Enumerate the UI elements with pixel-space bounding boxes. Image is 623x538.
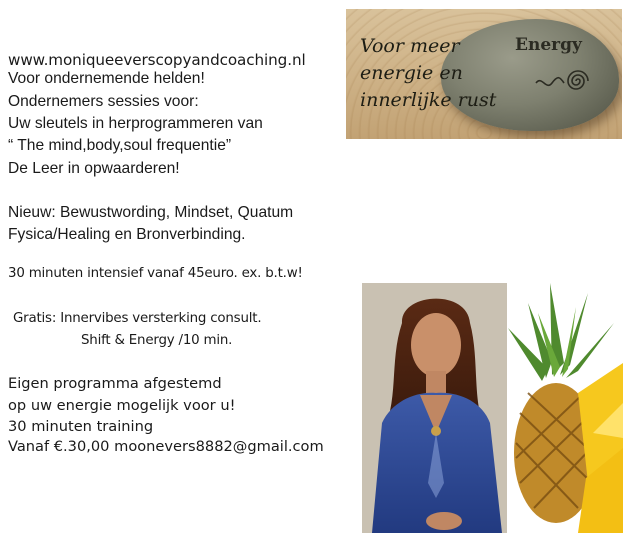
banner-tagline-line-3: innerlijke rust xyxy=(360,89,497,111)
pineapple-image xyxy=(508,283,623,533)
programma-line-2: op uw energie mogelijk voor u! xyxy=(8,397,236,414)
spiral-swirl-icon xyxy=(534,61,594,99)
nieuw-line-2: Fysica/Healing en Bronverbinding. xyxy=(8,226,246,243)
stone-energy-word: Energy xyxy=(515,35,582,55)
gratis-line-1: Gratis: Innervibes versterking consult. xyxy=(13,311,262,326)
gratis-line-2: Shift & Energy /10 min. xyxy=(81,333,233,348)
portrait-photo xyxy=(362,283,507,533)
sessies-intro: Ondernemers sessies voor: xyxy=(8,93,199,110)
opwaarderen-line: De Leer in opwaarderen! xyxy=(8,160,180,177)
energy-banner-image xyxy=(346,9,622,139)
programma-line-4: Vanaf €.30,00 moonevers8882@gmail.com xyxy=(8,438,324,455)
banner-tagline-line-1: Voor meer xyxy=(360,35,460,57)
frequentie-line: “ The mind,body,soul frequentie” xyxy=(8,137,232,154)
tagline-helden: Voor ondernemende helden! xyxy=(8,70,205,87)
programma-line-3: 30 minuten training xyxy=(8,418,154,435)
nieuw-line-1: Nieuw: Bewustwording, Mindset, Quatum xyxy=(8,204,294,221)
programma-line-1: Eigen programma afgestemd xyxy=(8,375,222,392)
price-line: 30 minuten intensief vanaf 45euro. ex. b.t.w! xyxy=(8,266,303,281)
website-url: www.moniqueeverscopyandcoaching.nl xyxy=(8,51,306,69)
sleutels-line: Uw sleutels in herprogrammeren van xyxy=(8,115,263,132)
banner-tagline-line-2: energie en xyxy=(360,62,463,84)
